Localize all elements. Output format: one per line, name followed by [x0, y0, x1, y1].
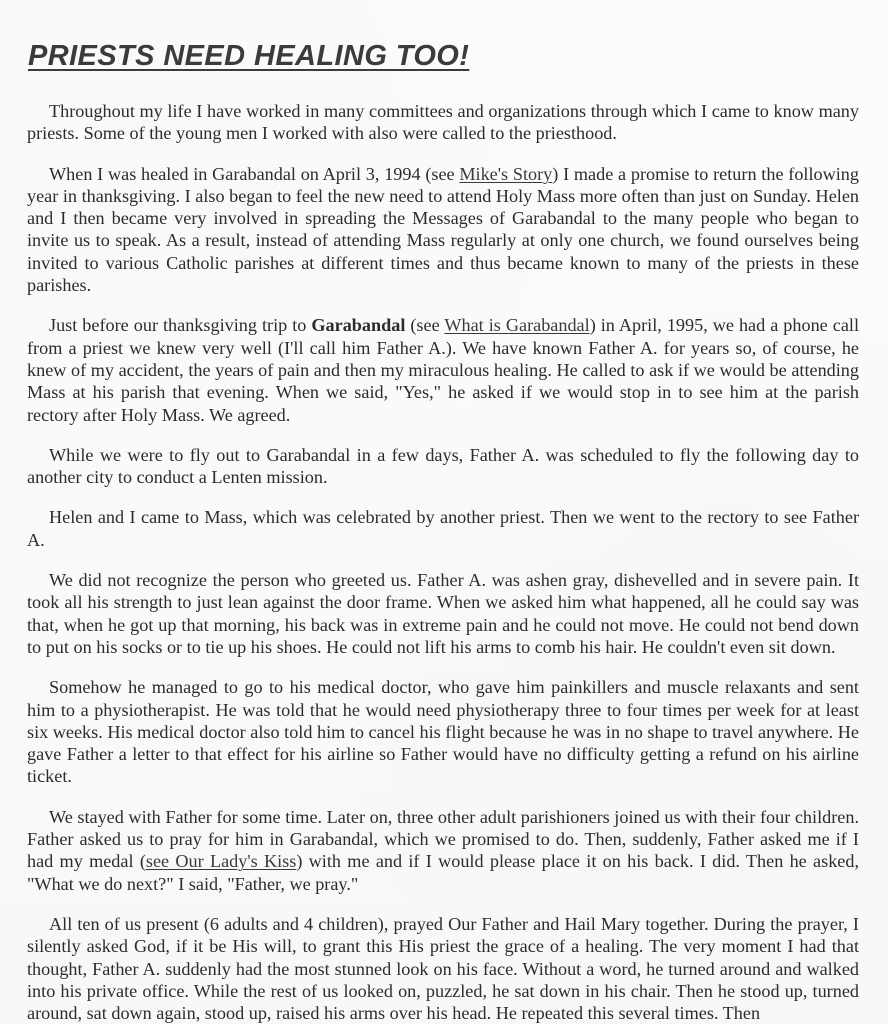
paragraph: Throughout my life I have worked in many committees and organizations through which I came to know many priests. Some of the young men I worked with also were called to the priesthood. [27, 101, 859, 144]
inline-link[interactable]: What is Garabandal [444, 315, 590, 336]
bold-text: Garabandal [311, 315, 406, 336]
inline-link[interactable]: see Our Lady's Kiss [145, 851, 297, 872]
paragraph: Just before our thanksgiving trip to Garabandal (see What is Garabandal) in April, 1995, we had a phone call from a priest we knew very well (I'll call him Father A.). We have known Father A. for years so, of course, he knew of my accident, the years of pain and then my miraculous healing. He called to ask if we would be attending Mass at his parish that evening. When we said, "Yes," he asked if we would stop in to see him at the parish rectory after Holy Mass. We agreed. [27, 315, 859, 425]
paragraph: Somehow he managed to go to his medical doctor, who gave him painkillers and muscle relaxants and sent him to a physiotherapist. He was told that he would need physiotherapy three to four times per week for at least six weeks. His medical doctor also told him to cancel his flight because he was in no shape to travel anywhere. He gave Father a letter to that effect for his airline so Father would have no difficulty getting a refund on his airline ticket. [27, 677, 859, 787]
paragraph: While we were to fly out to Garabandal in a few days, Father A. was scheduled to fly the following day to another city to conduct a Lenten mission. [27, 444, 859, 488]
paragraph: Helen and I came to Mass, which was celebrated by another priest. Then we went to the rectory to see Father A. [27, 507, 859, 550]
document-body [27, 100, 859, 1024]
paragraph: We stayed with Father for some time. Later on, three other adult parishioners joined us with their four children. Father asked us to pray for him in Garabandal, which we promised to do. Then, suddenly, Father asked me if I had my medal (see Our Lady's Kiss) with me and if I would please place it on his back. I did. Then he asked, "What we do next?" I said, "Father, we pray." [27, 806, 860, 894]
paragraph: When I was healed in Garabandal on April 3, 1994 (see Mike's Story) I made a promise to return the following year in thanksgiving. I also began to feel the new need to attend Holy Mass more often than just on Sunday. Helen and I then became very involved in spreading the Messages of Garabandal to the many people who began to invite us to speak. As a result, instead of attending Mass regularly at only one church, we found ourselves being invited to various Catholic parishes at different times and thus became known to many of the priests in these parishes. [27, 163, 859, 296]
paragraph: All ten of us present (6 adults and 4 children), prayed Our Father and Hail Mary together. During the prayer, I silently asked God, if it be His will, to grant this His priest the grace of a healing. The very moment I had that thought, Father A. suddenly had the most stunned look on his face. Without a word, he turned around and walked into his private office. While the rest of us looked on, puzzled, he sat down in his chair. Then he stood up, turned around, sat down again, stood up, raised his arms over his head. He repeated this several times. Then [27, 913, 859, 1024]
paragraph: We did not recognize the person who greeted us. Father A. was ashen gray, dishevelled and in severe pain. It took all his strength to just lean against the door frame. When we asked him what happened, all he could say was that, when he got up that morning, his back was in extreme pain and he could not move. He could not bend down to put on his socks or to tie up his shoes. He could not lift his arms to comb his hair. He couldn't even sit down. [27, 570, 859, 657]
inline-link[interactable]: Mike's Story [459, 163, 553, 184]
page-title: PRIESTS NEED HEALING TOO! [28, 40, 470, 73]
